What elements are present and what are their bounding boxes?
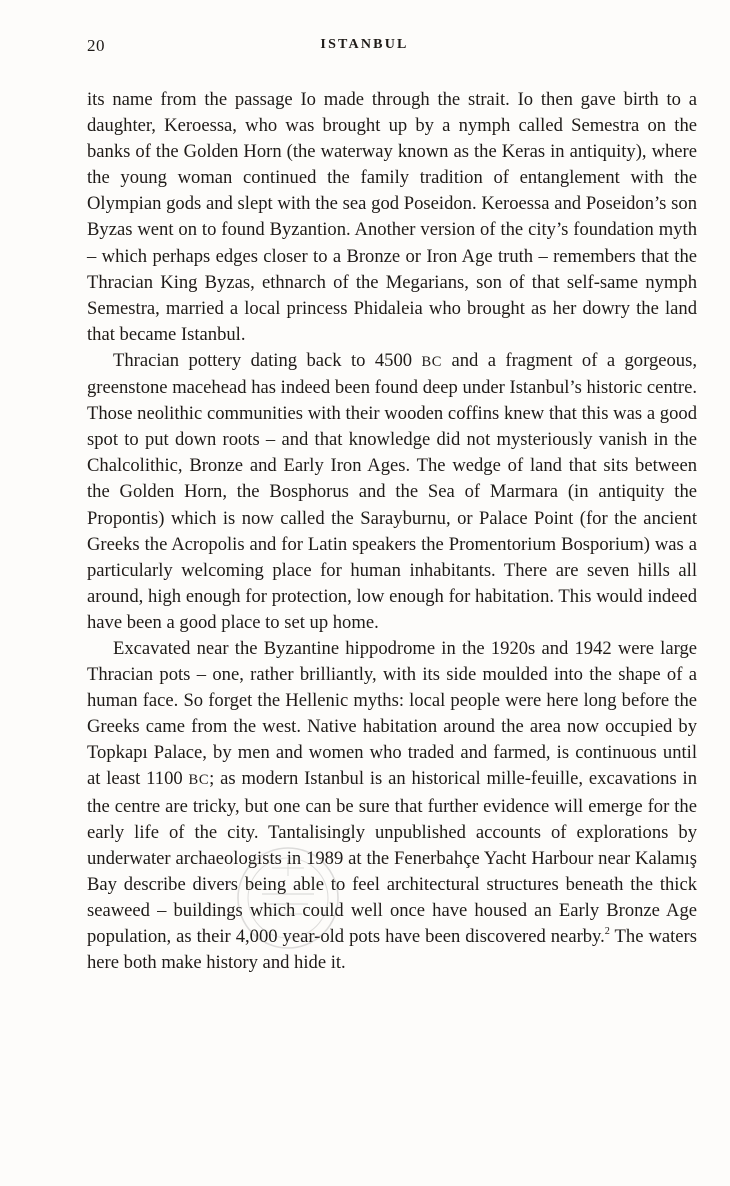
page-number: 20: [87, 36, 105, 55]
era-abbreviation: BC: [188, 772, 210, 789]
paragraph-3: [87, 636, 697, 976]
paragraph-1-text: its name from the passage Io made through the strait. Io then gave birth to a daughter, Keroessa, who was brought up by a nymph called Semestra on the banks of the Golden Horn (the waterway known as the Keras in antiquity), where the young woman continued the family tradition of entanglement with the Olympian gods and slept with the sea god Poseidon. Keroessa and Poseidon’s son Byzas went on to found Byzantion. Another version of the city’s foundation myth – which perhaps edges closer to a Bronze or Iron Age truth – remembers that the Thracian King Byzas, ethnarch of the Megarians, son of that self-same nymph Semestra, married a local princess Phidaleia who brought as her dowry the land that became Istanbul.: [87, 89, 697, 345]
paragraph-3-text-end: The waters here both make history and hide it.: [87, 926, 697, 974]
paragraph-3-text-start: Excavated near the Byzantine hippodrome in the 1920s and 1942 were large Thracian pots – one, rather brilliantly, with its side moulded into the shape of a human face. So forget the Hellenic myths: local people were here long before the Greeks came from the west. Native habitation around the area now occupied by Topkapı Palace, by men and women who traded and farmed, is continuous until at least 1100: [87, 637, 697, 790]
paragraph-2-text-start: Thracian pottery dating back to 4500: [113, 349, 422, 371]
body-text: [87, 87, 697, 976]
era-abbreviation: BC: [421, 353, 443, 370]
running-head: [87, 36, 642, 60]
footnote-marker: 2: [604, 925, 610, 937]
paragraph-2: [87, 348, 697, 636]
paragraph-1: [87, 87, 697, 348]
paragraph-2-text-end: and a fragment of a gorgeous, greenstone macehead has indeed been found deep under Istanbul’s historic centre. Those neolithic communities with their wooden coffins knew that this was a good spot to put down roots – and that knowledge did not mysteriously vanish in the Chalcolithic, Bronze and Early Iron Ages. The wedge of land that sits between the Golden Horn, the Bosphorus and the Sea of Marmara (in antiquity the Propontis) which is now called the Sarayburnu, or Palace Point (for the ancient Greeks the Acropolis and for Latin speakers the Promentorium Bosporium) was a particularly welcoming place for human inhabitants. There are seven hills all around, high enough for protection, low enough for habitation. This would indeed have been a good place to set up home.: [87, 349, 697, 633]
paragraph-3-text-middle: ; as modern Istanbul is an historical mille-feuille, excavations in the centre are tricky, but one can be sure that further evidence will emerge for the early life of the city. Tantalisingly unpublished accounts of explorations by underwater archaeologists in 1989 at the Fenerbahçe Yacht Harbour near Kalamış Bay describe divers being able to feel architectural structures beneath the thick seaweed – buildings which could well once have housed an Early Bronze Age population, as their 4,000 year-old pots have been discovered nearby.: [87, 768, 697, 947]
running-head-title: ISTANBUL: [320, 37, 409, 52]
